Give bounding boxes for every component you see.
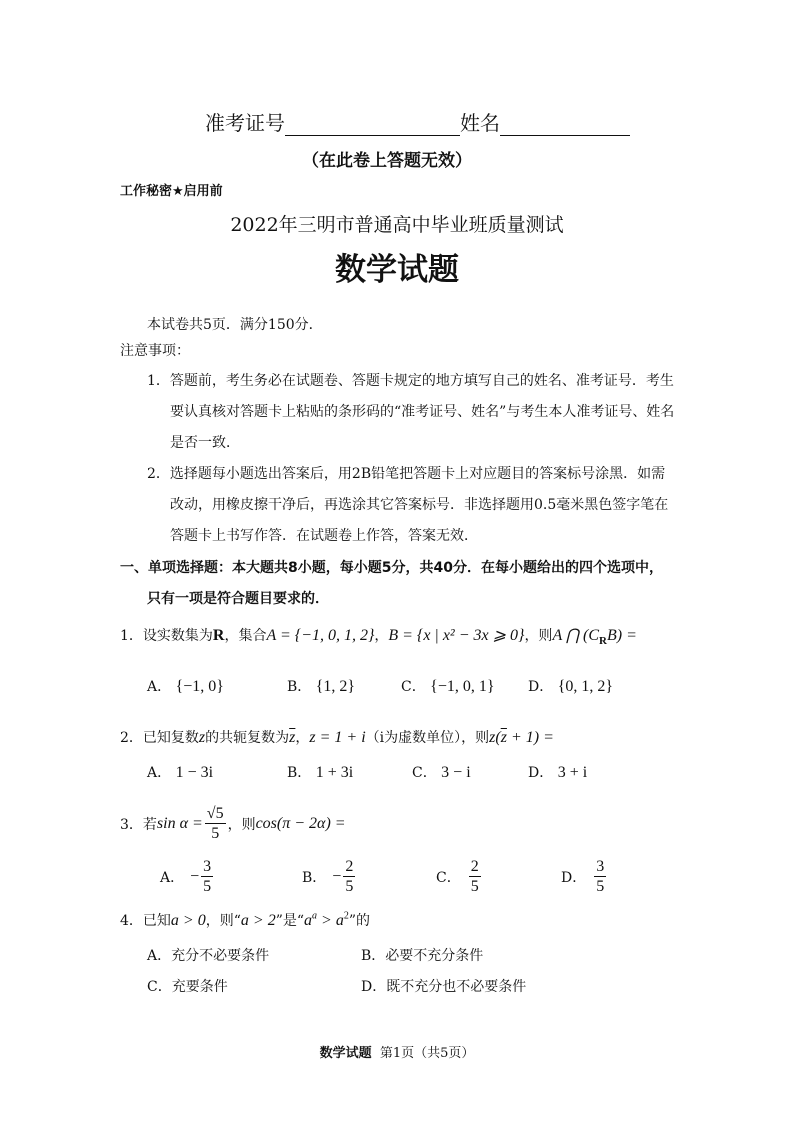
section1-heading-line2: 只有一项是符合题目要求的． <box>147 591 329 607</box>
set-a: A = {−1, 0, 1, 2} <box>266 627 375 644</box>
note2-line2: 改动，用橡皮擦干净后，再选涂其它答案标号．非选择题用0.5毫米黑色签字笔在 <box>170 497 669 513</box>
section1-heading-line1: 一、单项选择题：本大题共8小题，每小题5分，共40分．在每小题给出的四个选项中， <box>120 560 663 576</box>
q3-option-a: A． − $\frac{3}{5}$ <box>160 858 212 895</box>
name-label: 姓名 <box>460 111 500 135</box>
q4-option-b: B．必要不充分条件 <box>361 948 484 964</box>
candidate-info-line <box>205 107 630 136</box>
q4-option-d: D．既不充分也不必要条件 <box>361 979 527 995</box>
set-b: B = {x | x² − 3x ⩾ 0} <box>388 627 525 644</box>
name-blank <box>500 117 630 136</box>
q3-option-c: C． $\frac{2}{5}$ <box>436 858 479 895</box>
q2-option-d: D． 3 + i <box>528 764 588 781</box>
q1-expression: A ⋂ $(C_RB)$ = <box>552 627 637 648</box>
q1-option-d: D． {0, 1, 2} <box>528 678 614 695</box>
confidential-label: 工作秘密★启用前 <box>120 184 223 199</box>
note1-line2: 要认真核对答题卡上粘贴的条形码的“准考证号、姓名”与考生本人准考证号、姓名 <box>170 404 675 420</box>
question-4-stem: 4．已知a > 0，则“a > 2”是“$a^a > a^2$”的 <box>120 910 370 929</box>
id-blank <box>285 117 460 136</box>
question-1-stem: 1．设实数集为R，集合A = {−1, 0, 1, 2}，B = {x | x² − 3x ⩾ 0}，则A ⋂ $(C_RB)$ = <box>120 627 637 648</box>
q3-option-d: D． $\frac{3}{5}$ <box>561 858 605 895</box>
notes-heading: 注意事项： <box>120 343 190 359</box>
q1-option-a: A． {−1, 0} <box>147 678 224 695</box>
reals-symbol: R <box>212 627 225 644</box>
subject-title: 数学试题 <box>335 252 459 288</box>
question-2-stem: 2．已知复数z的共轭复数为$\overline{z}$，z = 1 + i（i为虚数单位），则$z(\overline{z} + 1)$ = <box>120 729 554 746</box>
note2-line3: 答题卡上书写作答．在试题卷上作答，答案无效． <box>170 528 478 544</box>
footer-page: 第1页（共5页） <box>379 1046 475 1061</box>
question-3-stem: 3．若 sin α = $\frac{√5}{5}$ ，则 cos(π − 2α) = <box>120 805 346 842</box>
q2-option-a: A． 1 − 3i <box>147 764 214 781</box>
footer-subject: 数学试题 <box>319 1046 372 1061</box>
q4-option-a: A．充分不必要条件 <box>147 948 270 964</box>
note2-line1: 2．选择题每小题选出答案后，用2B铅笔把答题卡上对应题目的答案标号涂黑．如需 <box>147 466 666 482</box>
q2-option-c: C． 3 − i <box>412 764 471 781</box>
q3-option-b: B． − $\frac{2}{5}$ <box>302 858 354 895</box>
page-footer <box>0 1042 794 1061</box>
q1-option-b: B． {1, 2} <box>287 678 356 695</box>
note1-line1: 1．答题前，考生务必在试题卷、答题卡规定的地方填写自己的姓名、准考证号．考生 <box>147 373 674 389</box>
exam-title: 2022年三明市普通高中毕业班质量测试 <box>230 214 564 236</box>
note1-line3: 是否一致． <box>170 435 240 451</box>
pages-line: 本试卷共5页．满分150分． <box>147 317 323 333</box>
q1-option-c: C． {−1, 0, 1} <box>401 678 495 695</box>
q3-fraction: $\frac{√5}{5}$ <box>206 805 224 842</box>
q4-option-c: C．充要条件 <box>147 979 228 995</box>
invalid-note: （在此卷上答题无效） <box>302 151 472 171</box>
id-label: 准考证号 <box>205 111 285 135</box>
q2-option-b: B． 1 + 3i <box>287 764 354 781</box>
